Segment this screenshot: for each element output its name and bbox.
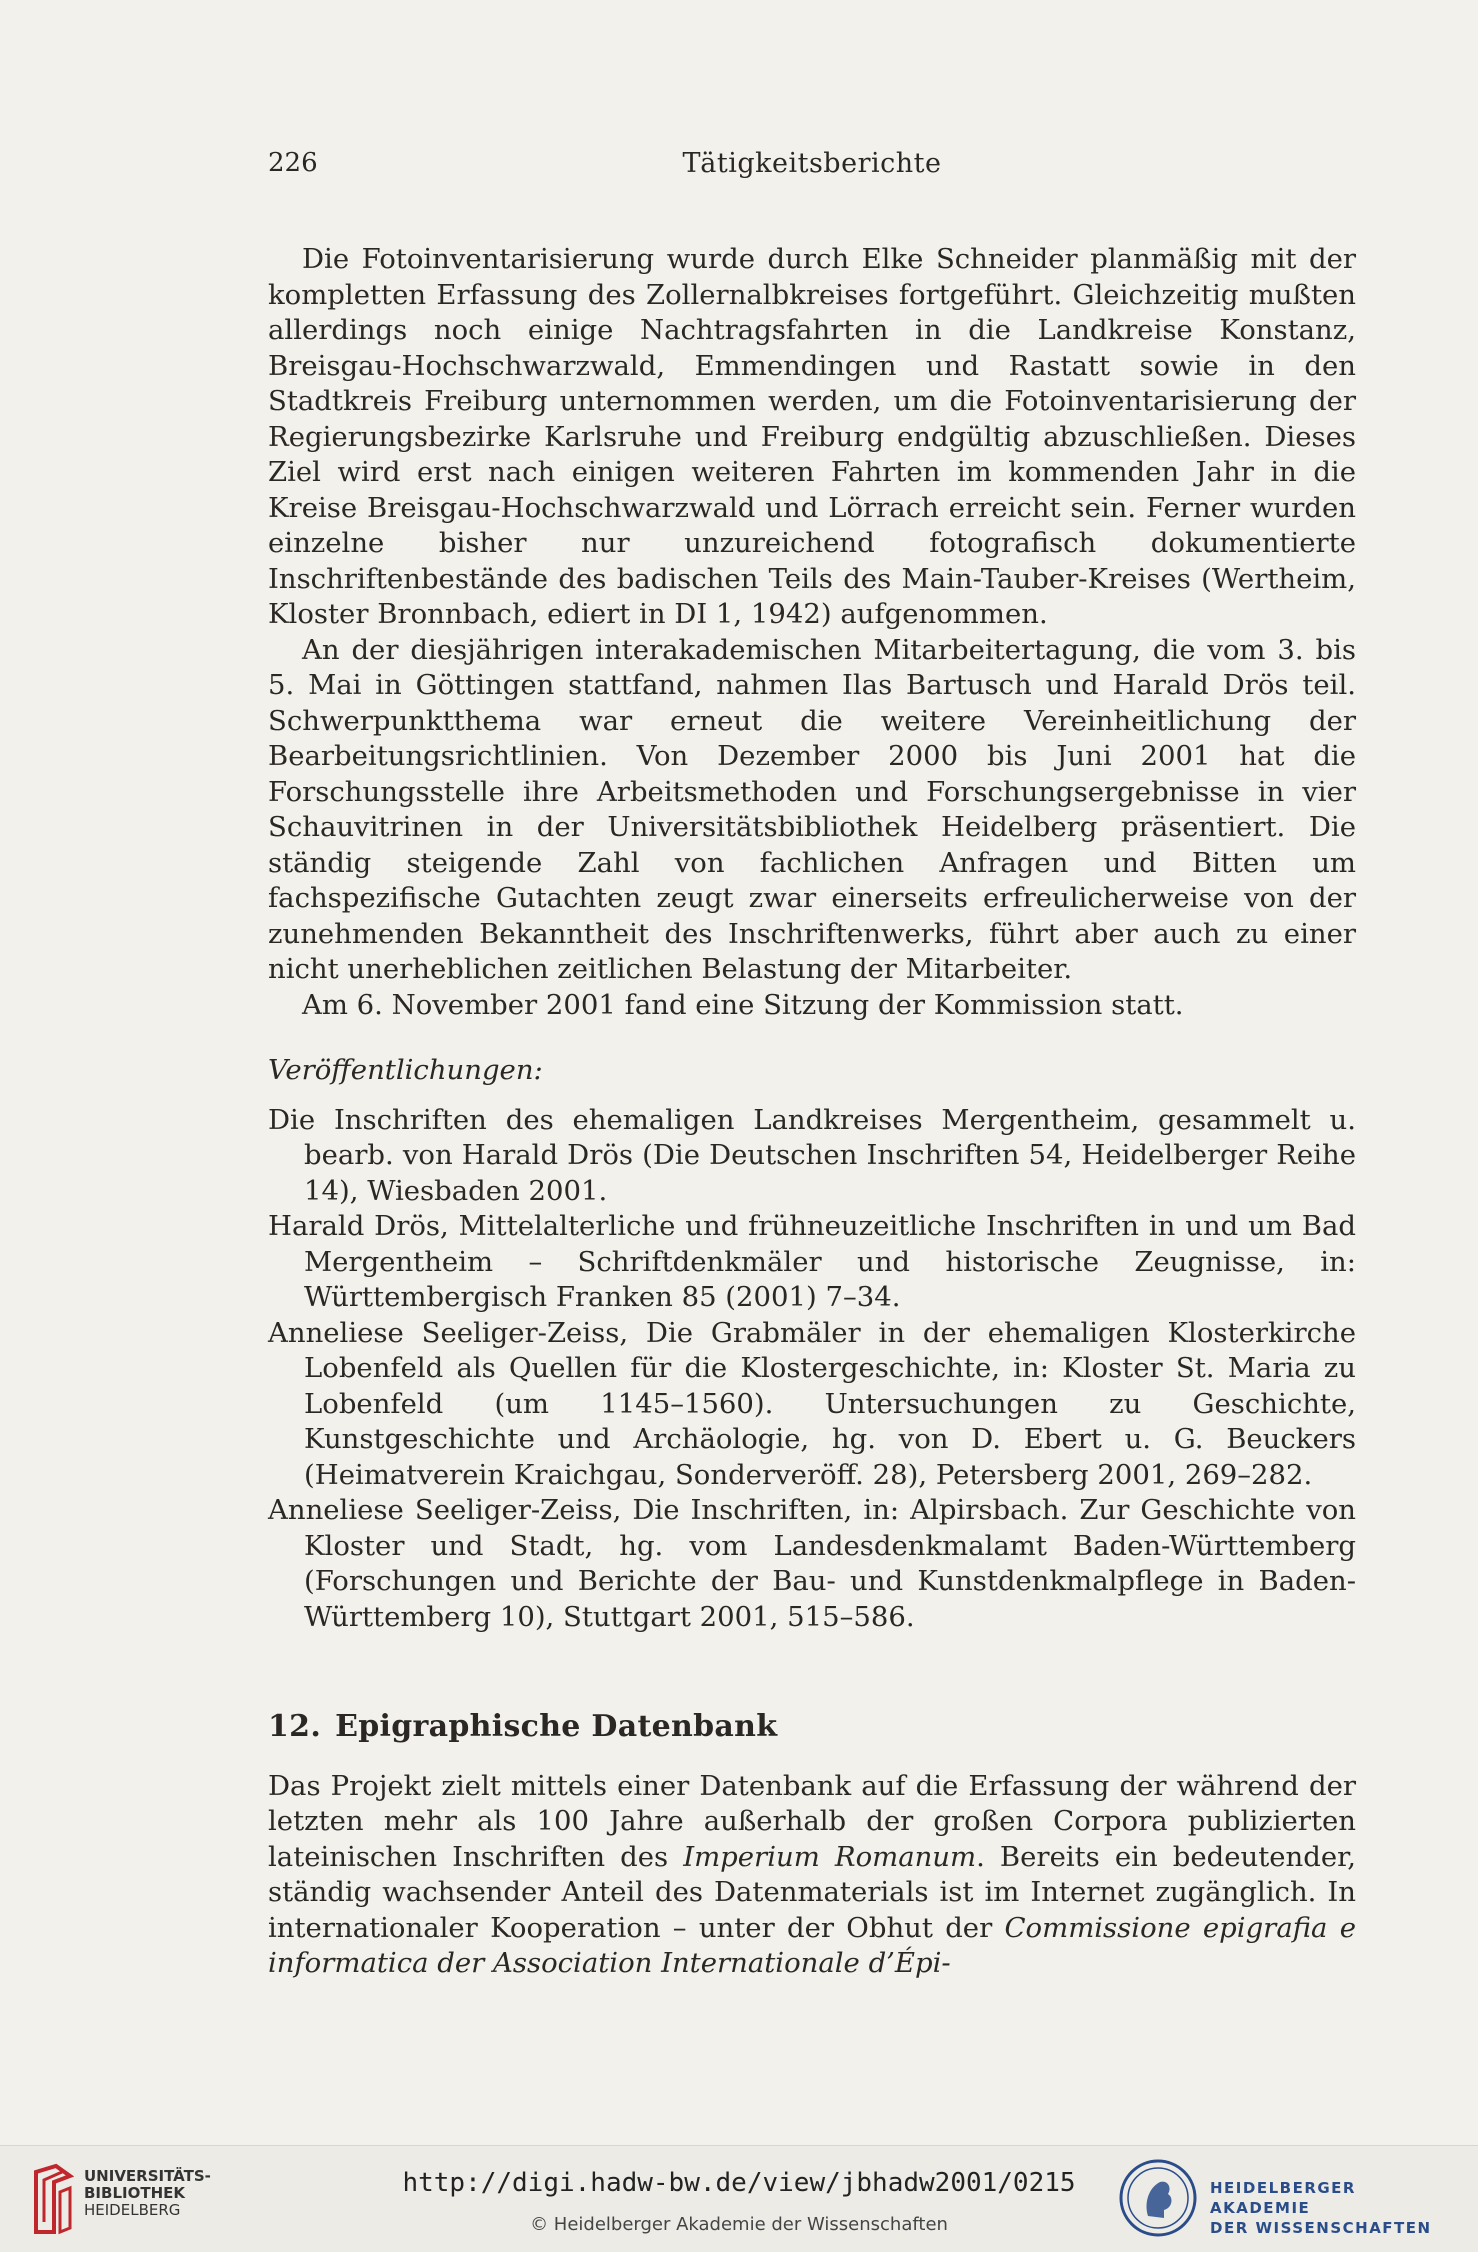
viewer-footer	[0, 2145, 1478, 2252]
publications-heading: Veröffentlichungen:	[268, 1054, 543, 1086]
paragraph: An der diesjährigen interakademischen Mitarbeitertagung, die vom 3. bis 5. Mai in Göttingen stattfand, nahmen Ilas Bartusch und Harald Drös teil. Schwerpunktthema war erneut die weitere Vereinheitlichung der Bearbeitungsrichtlinien. Von Dezember 2000 bis Juni 2001 hat die Forschungsstelle ihre Arbeitsmethoden und Forschungsergebnisse in vier Schauvitrinen in der Universitätsbibliothek Heidelberg präsentiert. Die ständig steigende Zahl von fachlichen Anfragen und Bitten um fachspezifische Gutachten zeugt zwar einerseits erfreulicherweise von der zunehmenden Bekanntheit des Inschriftenwerks, führt aber auch zu einer nicht unerheblichen zeitlichen Belastung der Mitarbeiter.	[268, 633, 1356, 985]
academy-name-line: DER WISSENSCHAFTEN	[1210, 2219, 1432, 2237]
academy-seal-icon	[1118, 2158, 1198, 2238]
section-text: Das Projekt zielt mittels einer Datenbank auf die Erfassung der während der letzten mehr als 100 Jahre außerhalb der großen Corpora publizierten lateinischen Inschriften des	[268, 1769, 1356, 1873]
copyright-notice: © Heidelberger Akademie der Wissenschaften	[530, 2214, 948, 2235]
page-body	[268, 242, 1356, 1982]
running-title: Tätigkeitsberichte	[682, 148, 942, 179]
academy-name	[1210, 2178, 1448, 2238]
bibliography-entry: Anneliese Seeliger-Zeiss, Die Grabmäler in der ehemaligen Klosterkirche Lobenfeld als Quellen für die Klostergeschichte, in: Kloster St. Maria zu Lobenfeld (um 1145–1560). Untersuchungen zu Geschichte, Kunstgeschichte und Archäologie, hg. von D. Ebert u. G. Beuckers (Heimatverein Kraichgau, Sonderveröff. 28), Petersberg 2001, 269–282.	[268, 1316, 1356, 1491]
bibliography-entry: Anneliese Seeliger-Zeiss, Die Inschriften, in: Alpirsbach. Zur Geschichte von Kloster und Stadt, hg. vom Landesdenkmalamt Baden-Württemberg (Forschungen und Berichte der Bau- und Kunstdenkmalpflege in Baden-Württemberg 10), Stuttgart 2001, 515–586.	[268, 1494, 1356, 1633]
paragraph: Die Fotoinventarisierung wurde durch Elke Schneider planmäßig mit der kompletten Erfassung des Zollernalbkreises fortgeführt. Gleichzeitig mußten allerdings noch einige Nachtragsfahrten in die Landkreise Konstanz, Breisgau-Hochschwarzwald, Emmendingen und Rastatt sowie in den Stadtkreis Freiburg unternommen werden, um die Fotoinventarisierung der Regierungsbezirke Karlsruhe und Freiburg endgültig abzuschließen. Dieses Ziel wird erst nach einigen weiteren Fahrten im kommenden Jahr in die Kreise Breisgau-Hochschwarzwald und Lörrach erreicht sein. Ferner wurden einzelne bisher nur unzureichend fotografisch dokumentierte Inschriftenbestände des badischen Teils des Main-Tauber-Kreises (Wertheim, Kloster Bronnbach, ediert in DI 1, 1942) aufgenommen.	[268, 243, 1356, 630]
academy-logo[interactable]	[1118, 2156, 1448, 2242]
library-name-line: HEIDELBERG	[84, 2201, 181, 2219]
library-name-line: BIBLIOTHEK	[84, 2184, 185, 2202]
page-header	[268, 148, 1356, 188]
section-text: . Bereits ein bedeutender, ständig wachsender Anteil des Datenmaterials ist im Internet zugänglich. In internationaler Kooperation – unter der Obhut der	[268, 1840, 1356, 1944]
bibliography-entry: Harald Drös, Mittelalterliche und frühneuzeitliche Inschriften in und um Bad Mergentheim – Schriftdenkmäler und historische Zeugnisse, in: Württembergisch Franken 85 (2001) 7–34.	[268, 1210, 1356, 1313]
section-number: 12.	[268, 1709, 322, 1744]
academy-name-line: HEIDELBERGER AKADEMIE	[1210, 2179, 1356, 2217]
bibliography-entry: Die Inschriften des ehemaligen Landkreises Mergentheim, gesammelt u. bearb. von Harald Drös (Die Deutschen Inschriften 54, Heidelberger Reihe 14), Wiesbaden 2001.	[268, 1103, 1356, 1207]
page-number: 226	[268, 148, 318, 178]
document-url-link[interactable]: http://digi.hadw-bw.de/view/jbhadw2001/0215	[402, 2168, 1076, 2198]
section-title: Epigraphische Datenbank	[335, 1709, 778, 1744]
library-name-line: UNIVERSITÄTS-	[84, 2167, 211, 2185]
emphasis: Imperium Romanum	[683, 1840, 977, 1873]
emphasis: Commissione epigrafia e informatica der Association Internationale d’Épi-	[268, 1911, 1357, 1979]
paragraph: Am 6. November 2001 fand eine Sitzung der Kommission statt.	[302, 988, 1184, 1021]
section-paragraph	[268, 1769, 1356, 1982]
section-heading	[268, 1709, 1356, 1745]
